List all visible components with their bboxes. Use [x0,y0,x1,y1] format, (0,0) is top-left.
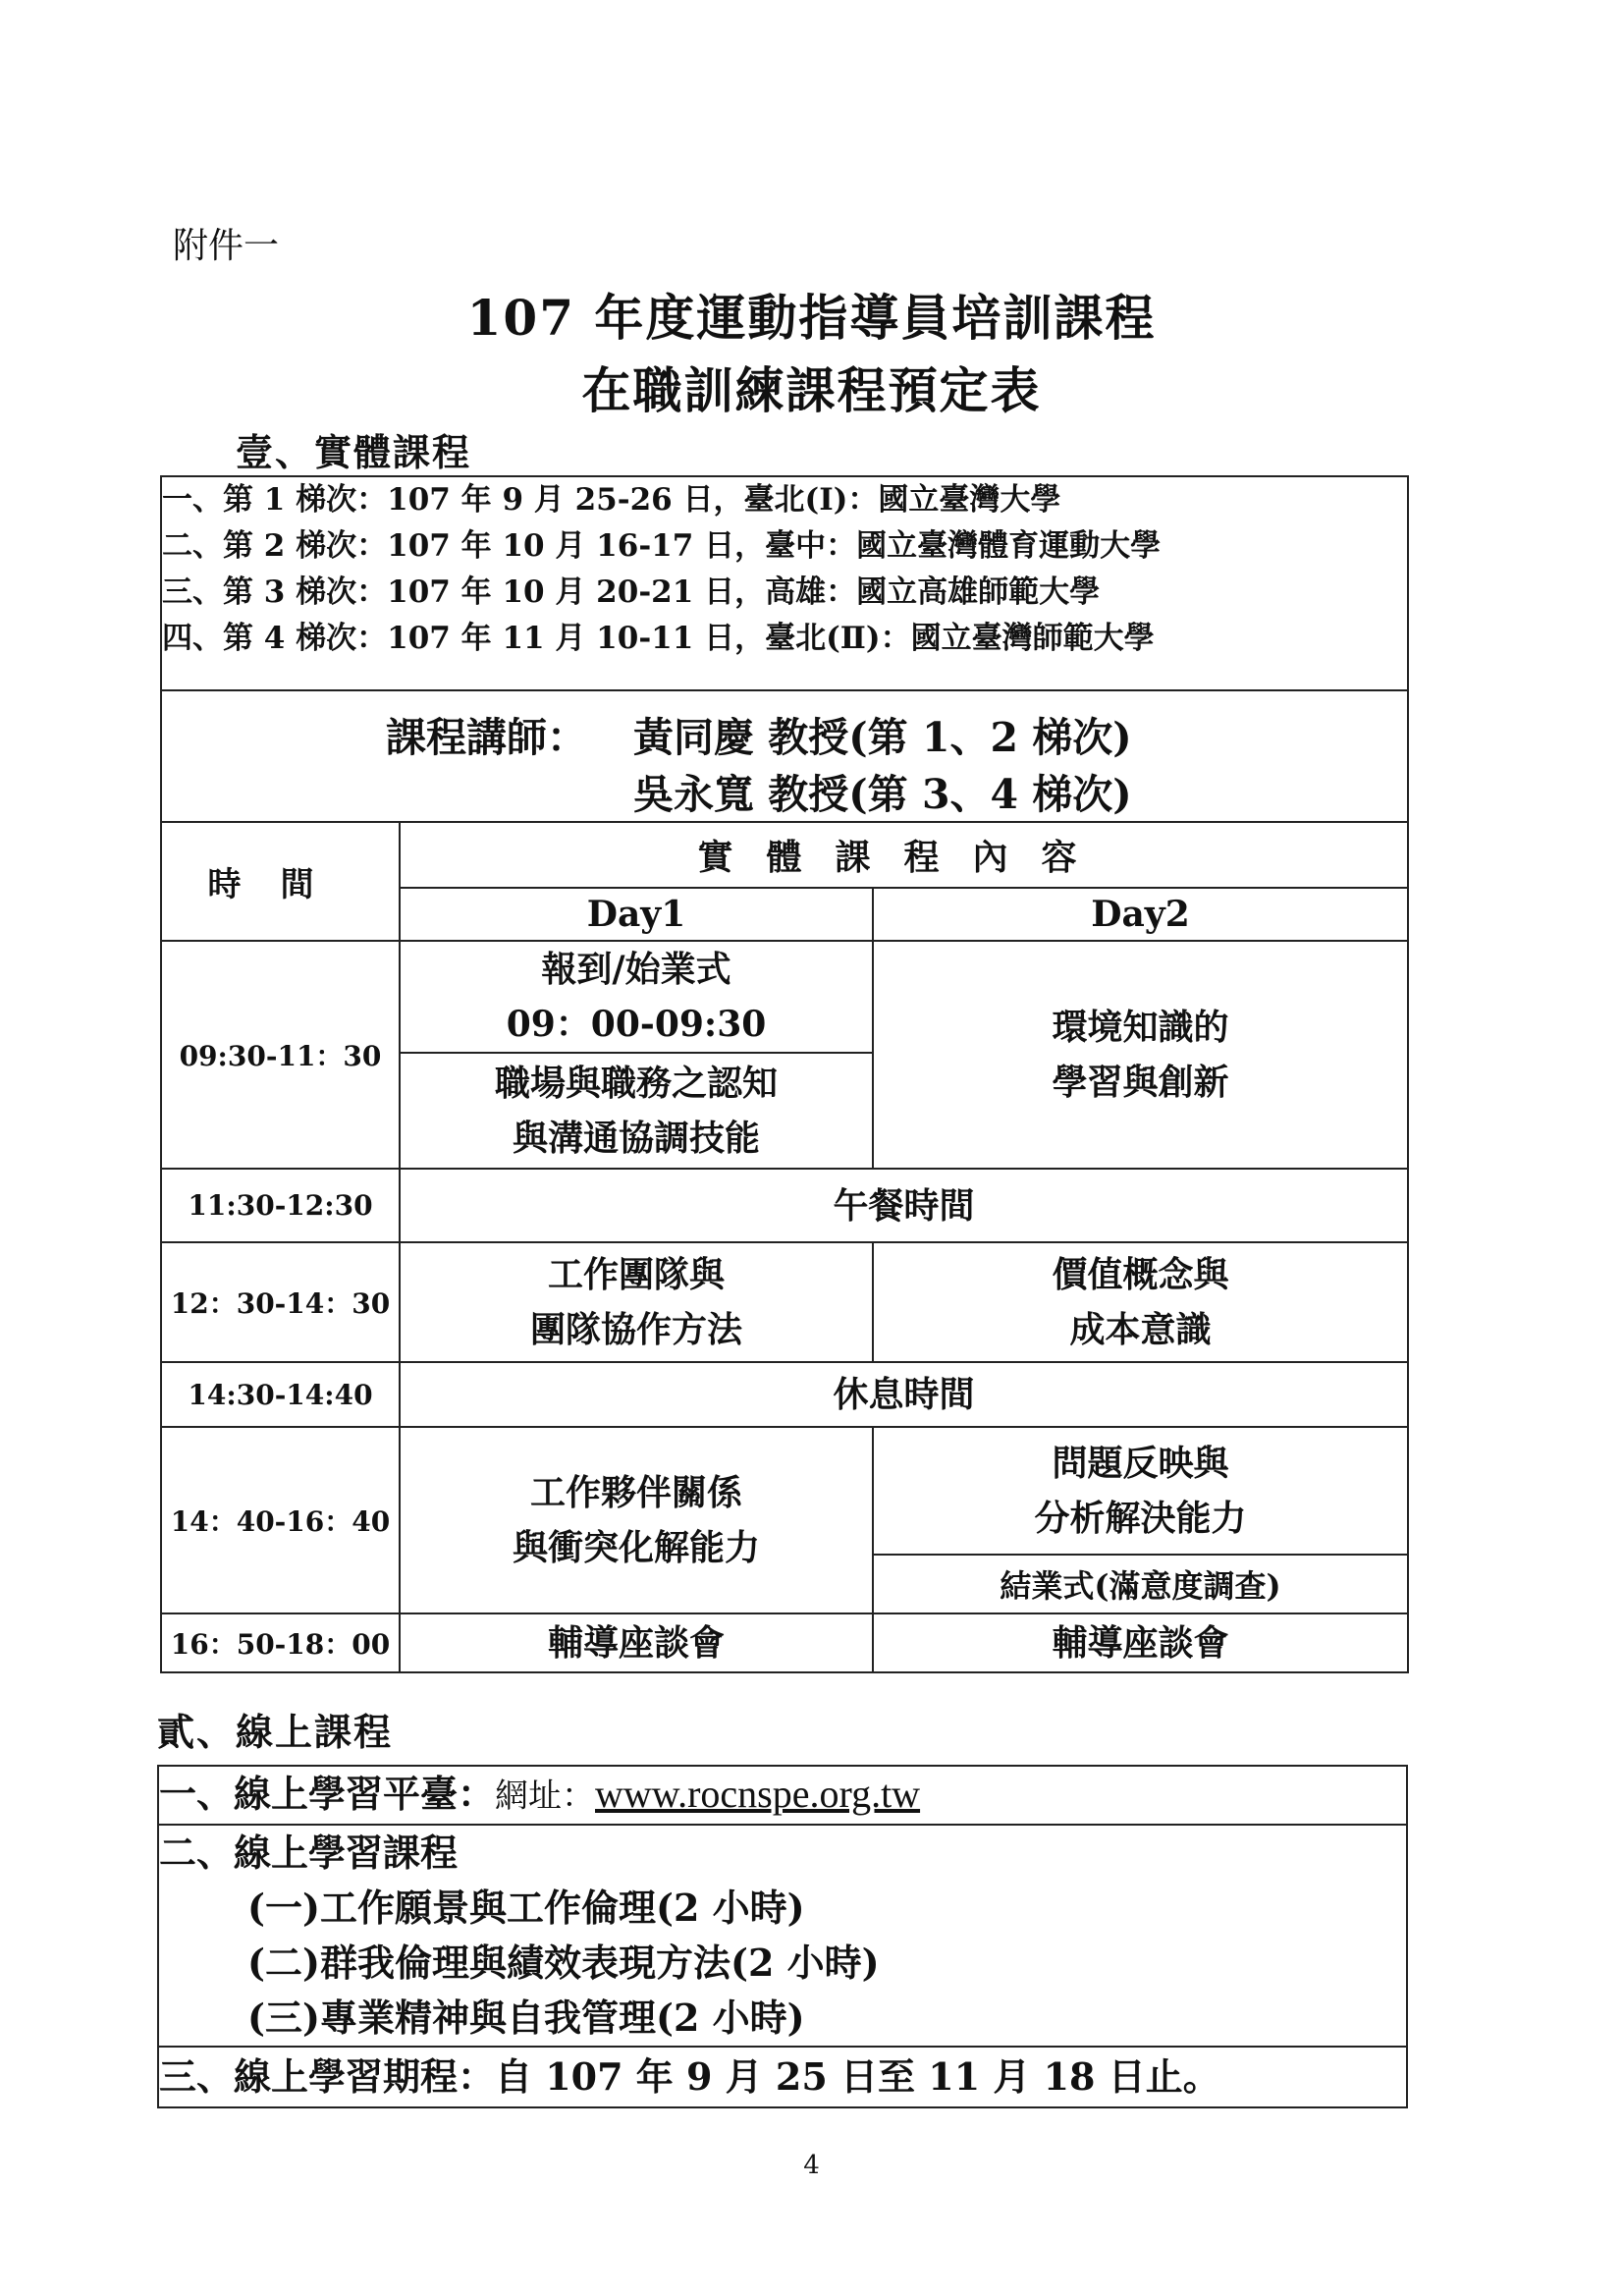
section-in-person-title: 壹、實體課程 [236,430,472,474]
instructors-row [161,690,1408,822]
day2-session: 輔導座談會 [873,1613,1408,1672]
table-row [161,1169,1408,1242]
table-row [161,941,1408,1053]
session-line: 與溝通協調技能 [512,1118,760,1159]
site-label: 網址： [495,1777,596,1816]
online-course-item: (一)工作願景與工作倫理(2 小時) [247,1886,805,1930]
time-slot: 12：30-14：30 [161,1242,400,1362]
day1-session [400,1427,873,1613]
time-slot: 14：40-16：40 [161,1427,400,1613]
batch-item: 四、第 4 梯次：107 年 11 月 10-11 日，臺北(Ⅱ)：國立臺灣師範大學 [162,621,1155,656]
session-line: 團隊協作方法 [529,1309,742,1350]
batch-item: 三、第 3 梯次：107 年 10 月 20-21 日，高雄：國立高雄師範大學 [162,574,1101,610]
time-slot: 09:30-11：30 [161,941,400,1169]
day2-session [873,1427,1408,1555]
session-line: 工作團隊與 [547,1254,725,1295]
closing-ceremony: 結業式(滿意度調查) [873,1555,1408,1613]
platform-label: 一、線上學習平臺： [159,1772,496,1816]
batch-schedule-row [161,476,1408,690]
online-courses-label: 二、線上學習課程 [159,1831,459,1875]
session-line: 學習與創新 [1052,1062,1229,1103]
time-column-header: 時間 [161,822,400,941]
session-line: 工作夥伴關係 [529,1472,742,1513]
instructors-label: 課程講師： [386,714,587,761]
session-line: 09：00-09:30 [506,1004,767,1045]
attachment-label: 附件一 [173,226,280,266]
rest-break: 休息時間 [400,1362,1408,1427]
day1-session: 輔導座談會 [400,1613,873,1672]
session-line: 問題反映與 [1052,1443,1229,1484]
section-online-title: 貳、線上課程 [157,1710,394,1754]
instructor-1: 黃同慶 教授(第 1、2 梯次) [633,714,1132,761]
batch-item: 一、第 1 梯次：107 年 9 月 25-26 日，臺北(Ⅰ)：國立臺灣大學 [162,482,1061,518]
session-line: 與衝突化解能力 [512,1527,760,1568]
document-title: 107 年度運動指導員培訓課程 [466,289,1157,347]
instructor-2: 吳永寬 教授(第 3、4 梯次) [633,771,1132,818]
page-number: 4 [803,2151,820,2180]
table-row [161,1427,1408,1555]
day1-session [400,941,873,1053]
time-slot: 14:30-14:40 [161,1362,400,1427]
time-slot: 16：50-18：00 [161,1613,400,1672]
online-course-item: (二)群我倫理與績效表現方法(2 小時) [247,1941,880,1985]
day2-session [873,941,1408,1169]
day1-session [400,1242,873,1362]
session-line: 分析解決能力 [1034,1498,1247,1539]
table-row [161,1242,1408,1362]
in-person-course-table [160,475,1409,1673]
table-row [161,1613,1408,1672]
session-line: 環境知識的 [1052,1007,1229,1048]
document-subtitle: 在職訓練課程預定表 [581,361,1042,419]
online-period: 三、線上學習期程：自 107 年 9 月 25 日至 11 月 18 日止。 [158,2047,1407,2107]
session-line: 報到/始業式 [541,949,731,990]
table-row [161,1362,1408,1427]
online-course-table [157,1765,1408,2108]
content-column-header: 實體課程內容 [400,822,1408,888]
batch-item: 二、第 2 梯次：107 年 10 月 16-17 日，臺中：國立臺灣體育運動大學 [162,528,1162,564]
session-line: 成本意識 [1069,1309,1212,1350]
online-course-item: (三)專業精神與自我管理(2 小時) [247,1995,805,2040]
session-line: 職場與職務之認知 [494,1063,778,1104]
platform-url-link[interactable]: www.rocnspe.org.tw [595,1772,921,1816]
lunch-break: 午餐時間 [400,1169,1408,1242]
day2-header: Day2 [873,888,1408,941]
session-line: 價值概念與 [1052,1254,1229,1295]
day1-header: Day1 [400,888,873,941]
day2-session [873,1242,1408,1362]
time-slot: 11:30-12:30 [161,1169,400,1242]
day1-session [400,1053,873,1169]
